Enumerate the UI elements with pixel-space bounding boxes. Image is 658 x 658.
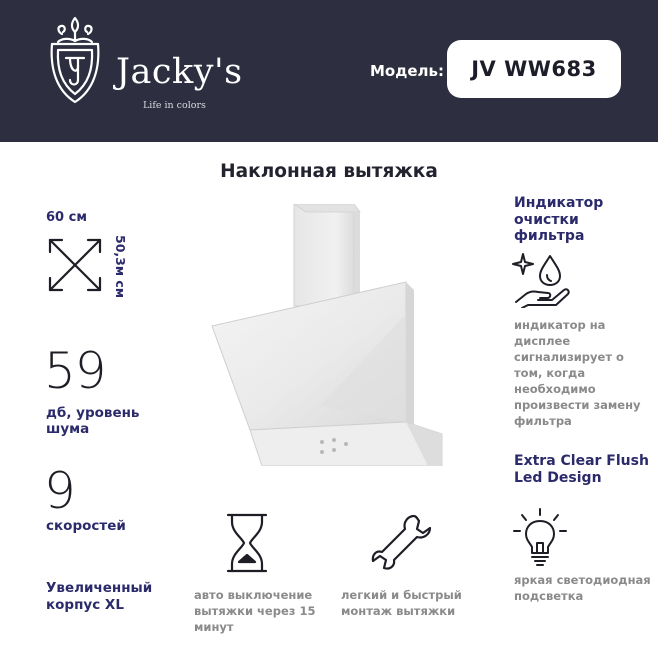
xl-body-label: Увеличенный корпус XL — [46, 580, 153, 613]
speeds-value: 9 — [44, 462, 75, 520]
height-label: 50,3м см — [113, 235, 128, 299]
width-label: 60 см — [46, 210, 87, 225]
bulb-icon — [508, 507, 572, 569]
auto-off-description: авто выключение вытяжки через 15 минут — [194, 588, 316, 634]
noise-label: дб, уровень шума — [46, 405, 140, 437]
led-design-description: яркая светодиодная подсветка — [514, 573, 651, 603]
header-banner — [0, 0, 658, 142]
speeds-label: скоростей — [46, 518, 126, 534]
filter-indicator-description: индикатор на дисплее сигнализирует о том, когда необходимо произвести замену фильтра — [514, 318, 641, 428]
noise-value: 59 — [44, 342, 106, 400]
filter-indicator-icon — [512, 252, 572, 308]
brand-name: Jacky's — [116, 52, 243, 92]
hood-image — [210, 204, 446, 466]
page-title: Наклонная вытяжка — [220, 161, 438, 182]
led-design-title: Extra Clear Flush Led Design — [514, 453, 649, 486]
model-value: JV WW683 — [447, 40, 621, 98]
wrench-icon — [370, 512, 432, 574]
filter-indicator-title: Индикатор очистки фильтра — [514, 195, 604, 244]
dimension-arrows-icon — [42, 232, 108, 298]
mount-description: легкий и быстрый монтаж вытяжки — [341, 588, 462, 618]
brand-tagline: Life in colors — [143, 100, 206, 111]
crest-icon — [44, 14, 106, 110]
model-label: Модель: — [370, 62, 444, 80]
hourglass-icon — [226, 512, 268, 574]
